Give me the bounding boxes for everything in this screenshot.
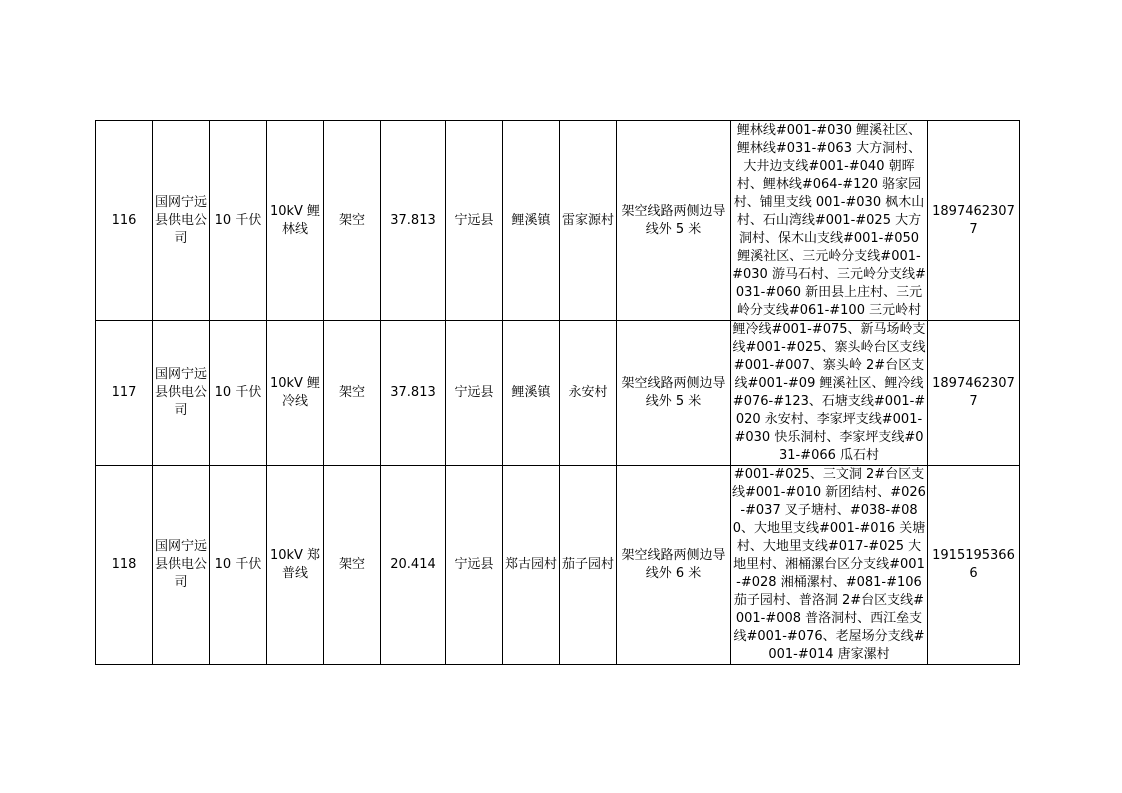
line-name-cell: 10kV 鲤林线 bbox=[267, 121, 324, 321]
route-description-cell: 鲤冷线#001-#075、新马场岭支线#001-#025、寨头岭台区支线#001-#007、寨头岭 2#台区支线#001-#09 鲤溪社区、鲤冷线#076-#123、石塘支线#001-#020 永安村、李家坪支线#001-#030 快乐洞村、李家坪支线#031-#066 瓜石村 bbox=[731, 321, 928, 466]
table-row bbox=[96, 466, 1020, 665]
phone-cell: 19151953666 bbox=[928, 466, 1020, 665]
protection-zone-cell: 架空线路两侧边导线外 6 米 bbox=[617, 466, 731, 665]
company-cell: 国网宁远县供电公司 bbox=[153, 466, 210, 665]
town-cell: 郑古园村 bbox=[503, 466, 560, 665]
company-cell: 国网宁远县供电公司 bbox=[153, 121, 210, 321]
power-line-table bbox=[95, 120, 1020, 665]
route-description-cell: 鲤林线#001-#030 鲤溪社区、鲤林线#031-#063 大方洞村、大井边支线#001-#040 朝晖村、鲤林线#064-#120 骆家园村、铺里支线 001-#030 枫木山村、石山湾线#001-#025 大方洞村、保木山支线#001-#050 鲤溪社区、三元岭分支线#001-#030 游马石村、三元岭分支线#031-#060 新田县上庄村、三元岭分支线#061-#100 三元岭村 bbox=[731, 121, 928, 321]
row-index: 117 bbox=[96, 321, 153, 466]
line-name-cell: 10kV 鲤冷线 bbox=[267, 321, 324, 466]
route-description-cell: #001-#025、三文洞 2#台区支线#001-#010 新团结村、#026-#037 叉子塘村、#038-#080、大地里支线#001-#016 关塘村、大地里支线#017-#025 大地里村、湘桶漯台区分支线#001-#028 湘桶漯村、#081-#106 茄子园村、普洛洞 2#台区支线#001-#008 普洛洞村、西江垒支线#001-#076、老屋场分支线#001-#014 唐家漯村 bbox=[731, 466, 928, 665]
line-type-cell: 架空 bbox=[324, 121, 381, 321]
line-type-cell: 架空 bbox=[324, 466, 381, 665]
line-length-cell: 37.813 bbox=[381, 321, 446, 466]
line-type-cell: 架空 bbox=[324, 321, 381, 466]
town-cell: 鲤溪镇 bbox=[503, 121, 560, 321]
company-cell: 国网宁远县供电公司 bbox=[153, 321, 210, 466]
protection-zone-cell: 架空线路两侧边导线外 5 米 bbox=[617, 121, 731, 321]
county-cell: 宁远县 bbox=[446, 321, 503, 466]
county-cell: 宁远县 bbox=[446, 466, 503, 665]
voltage-cell: 10 千伏 bbox=[210, 466, 267, 665]
protection-zone-cell: 架空线路两侧边导线外 5 米 bbox=[617, 321, 731, 466]
row-index: 118 bbox=[96, 466, 153, 665]
village-cell: 茄子园村 bbox=[560, 466, 617, 665]
line-length-cell: 37.813 bbox=[381, 121, 446, 321]
voltage-cell: 10 千伏 bbox=[210, 121, 267, 321]
voltage-cell: 10 千伏 bbox=[210, 321, 267, 466]
row-index: 116 bbox=[96, 121, 153, 321]
table-row bbox=[96, 121, 1020, 321]
village-cell: 雷家源村 bbox=[560, 121, 617, 321]
phone-cell: 18974623077 bbox=[928, 321, 1020, 466]
county-cell: 宁远县 bbox=[446, 121, 503, 321]
village-cell: 永安村 bbox=[560, 321, 617, 466]
table-row bbox=[96, 321, 1020, 466]
line-name-cell: 10kV 郑普线 bbox=[267, 466, 324, 665]
line-length-cell: 20.414 bbox=[381, 466, 446, 665]
town-cell: 鲤溪镇 bbox=[503, 321, 560, 466]
phone-cell: 18974623077 bbox=[928, 121, 1020, 321]
